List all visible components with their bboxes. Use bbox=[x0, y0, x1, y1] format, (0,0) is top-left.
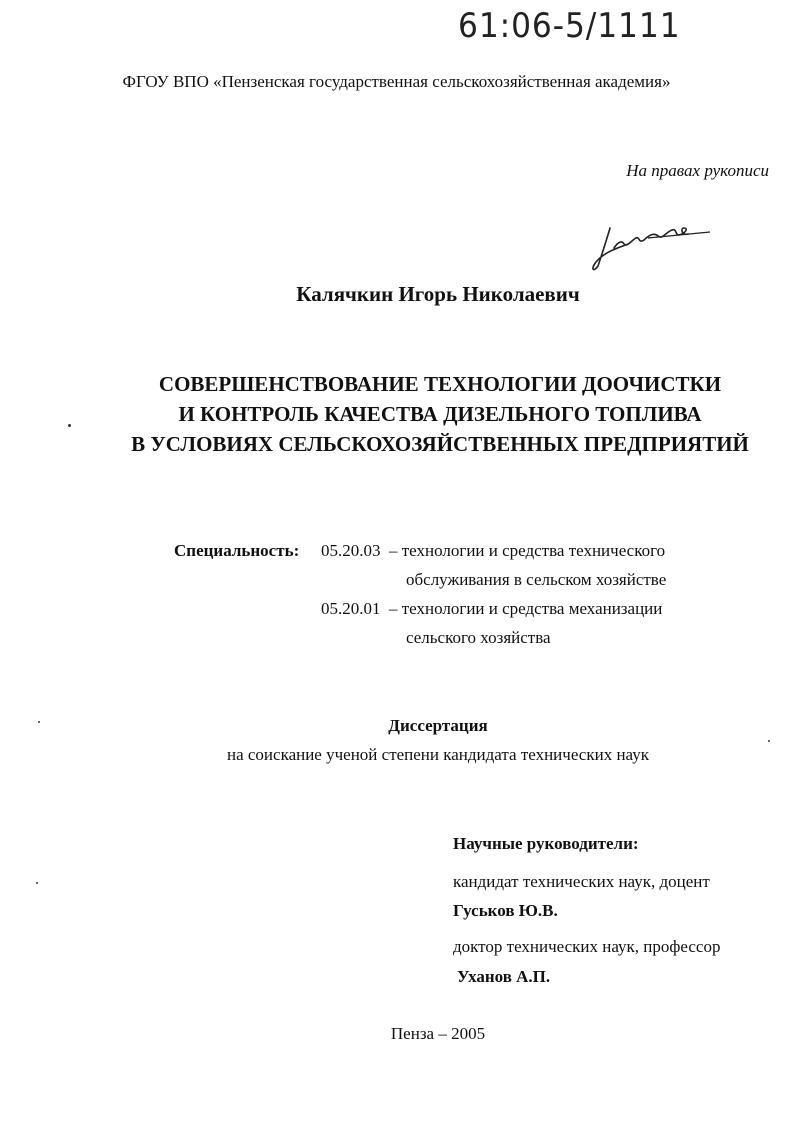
specialty-code: 05.20.03 bbox=[321, 541, 381, 560]
supervisor-name: Гуськов Ю.В. bbox=[453, 901, 558, 920]
supervisor-title: кандидат технических наук, доцент bbox=[453, 872, 710, 891]
specialty-desc: обслуживания в сельском хозяйстве bbox=[406, 570, 667, 589]
degree-text: на соискание ученой степени кандидата технических наук bbox=[226, 745, 649, 764]
specialty-desc: – технологии и средства механизации bbox=[389, 599, 663, 618]
author-name: Калячкин Игорь Николаевич bbox=[296, 282, 580, 306]
specialty-code: 05.20.01 bbox=[321, 599, 381, 618]
dissertation-title bbox=[0, 369, 793, 459]
scan-speck bbox=[768, 740, 770, 742]
specialty-desc: сельского хозяйства bbox=[406, 628, 551, 647]
rights-note: На правах рукописи bbox=[626, 161, 769, 180]
scan-speck bbox=[38, 721, 40, 723]
scan-speck bbox=[68, 424, 71, 427]
title-line: В УСЛОВИЯХ СЕЛЬСКОХОЗЯЙСТВЕННЫХ ПРЕДПРИЯТИЙ bbox=[131, 432, 749, 456]
supervisor-title: доктор технических наук, профессор bbox=[453, 937, 721, 956]
supervisor-name: Уханов А.П. bbox=[457, 967, 551, 986]
specialty-desc: – технологии и средства технического bbox=[389, 541, 666, 560]
dissertation-label: Диссертация bbox=[388, 716, 488, 735]
author-signature bbox=[588, 214, 718, 278]
specialty-label: Специальность: bbox=[174, 541, 300, 560]
title-line: СОВЕРШЕНСТВОВАНИЕ ТЕХНОЛОГИИ ДООЧИСТКИ bbox=[158, 372, 722, 396]
city-year: Пенза – 2005 bbox=[390, 1024, 486, 1043]
institution-name: ФГОУ ВПО «Пензенская государственная сельскохозяйственная академия» bbox=[122, 72, 671, 91]
title-line: И КОНТРОЛЬ КАЧЕСТВА ДИЗЕЛЬНОГО ТОПЛИВА bbox=[178, 402, 702, 426]
scan-speck bbox=[36, 882, 38, 884]
archive-mark: 61:06-5/1111 bbox=[458, 6, 681, 46]
supervisors-heading: Научные руководители: bbox=[453, 834, 639, 853]
